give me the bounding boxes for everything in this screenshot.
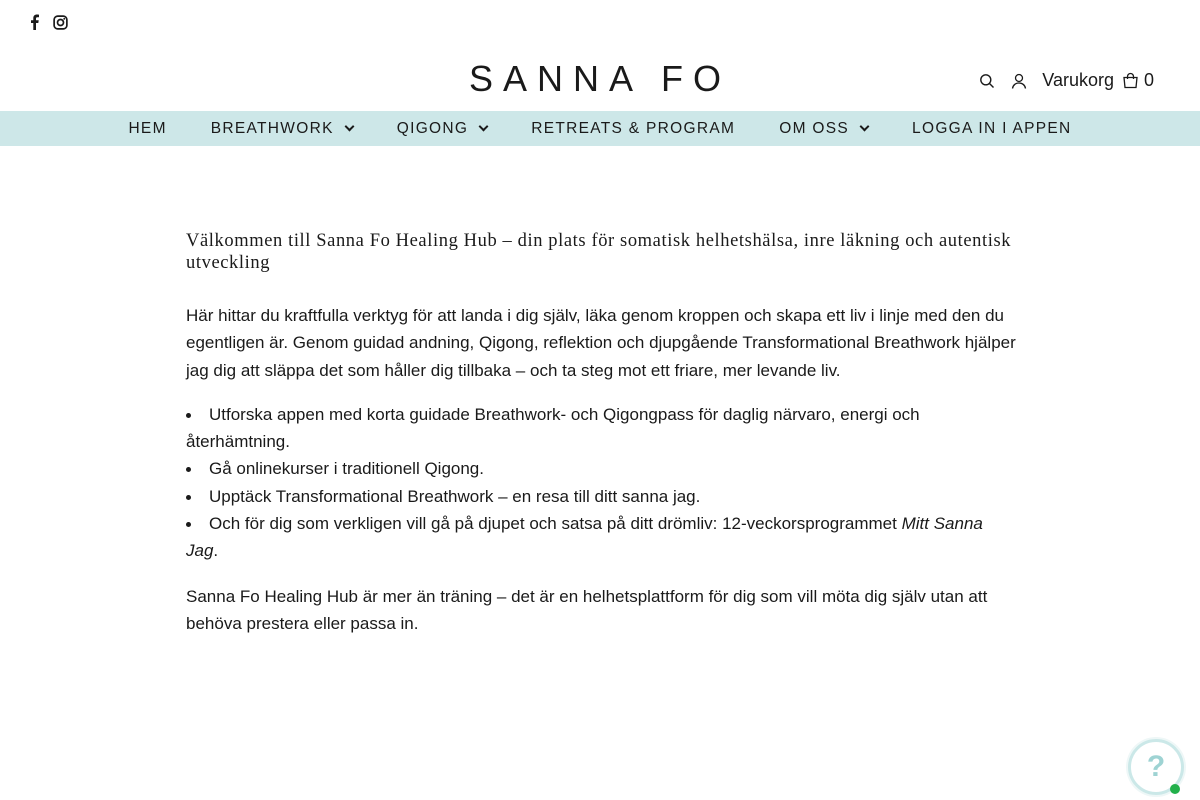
nav-item-label: HEM	[128, 119, 167, 137]
cart-count: 0	[1143, 70, 1154, 90]
list-item-suffix: .	[213, 541, 219, 561]
list-item	[186, 510, 1016, 565]
account-icon[interactable]	[1010, 72, 1028, 90]
nav-item-label: OM OSS	[779, 119, 850, 137]
cart-label: Varukorg	[1042, 70, 1114, 90]
nav-item-breathwork[interactable]	[189, 111, 375, 146]
program-name: Mitt Sanna Jag	[186, 514, 983, 561]
nav-item-label: LOGGA IN I APPEN	[912, 119, 1072, 137]
outro-paragraph: Sanna Fo Healing Hub är mer än träning – det är en helhetsplattform för dig som vill möta dig själv utan att behöva prestera eller passa in.	[186, 586, 988, 633]
main-nav	[0, 111, 1200, 146]
social-links	[26, 13, 68, 31]
search-icon[interactable]	[978, 72, 996, 90]
online-status-dot	[1170, 784, 1180, 794]
top-bar	[0, 0, 1200, 46]
header-actions	[978, 70, 1154, 91]
feature-list	[186, 401, 1016, 565]
main-content	[186, 230, 1016, 637]
nav-item-logga-in[interactable]	[890, 111, 1094, 146]
list-item-text: Och för dig som verkligen vill gå på djupet och satsa på ditt drömliv: 12-veckorsprogrammet	[209, 514, 902, 534]
chevron-down-icon	[344, 122, 354, 132]
question-mark-icon: ?	[1146, 750, 1166, 783]
nav-item-qigong[interactable]	[375, 111, 510, 146]
cart-button[interactable]	[1042, 70, 1154, 91]
chevron-down-icon	[860, 122, 870, 132]
nav-item-label: QIGONG	[396, 119, 469, 137]
list-item: Utforska appen med korta guidade Breathwork- och Qigongpass för daglig närvaro, energi och återhämtning.	[186, 401, 1016, 456]
intro-paragraph: Här hittar du kraftfulla verktyg för att landa i dig själv, läka genom kroppen och skapa ett liv i linje med den du egentligen är. Genom guidad andning, Qigong, reflektion och djupgående Transformational Breathwork hjälper jag dig att släppa det som håller dig tillbaka – och ta steg mot ett friare, mer levande liv.	[186, 306, 1016, 380]
list-item: Upptäck Transformational Breathwork – en resa till ditt sanna jag.	[186, 483, 1016, 510]
site-logo[interactable]: SANNA FO	[468, 58, 732, 99]
instagram-icon[interactable]	[52, 13, 68, 31]
facebook-icon[interactable]	[26, 13, 42, 31]
shopping-bag-icon	[1122, 72, 1140, 90]
page-heading: Välkommen till Sanna Fo Healing Hub – din plats för somatisk helhetshälsa, inre läkning och autentisk utveckling	[186, 231, 1012, 273]
nav-item-label: BREATHWORK	[210, 119, 334, 137]
list-item: Gå onlinekurser i traditionell Qigong.	[186, 455, 1016, 482]
nav-item-om-oss[interactable]	[757, 111, 890, 146]
nav-item-label: RETREATS & PROGRAM	[531, 119, 736, 137]
nav-item-hem[interactable]	[106, 111, 188, 146]
nav-item-retreats-program[interactable]	[509, 111, 757, 146]
chevron-down-icon	[479, 122, 489, 132]
